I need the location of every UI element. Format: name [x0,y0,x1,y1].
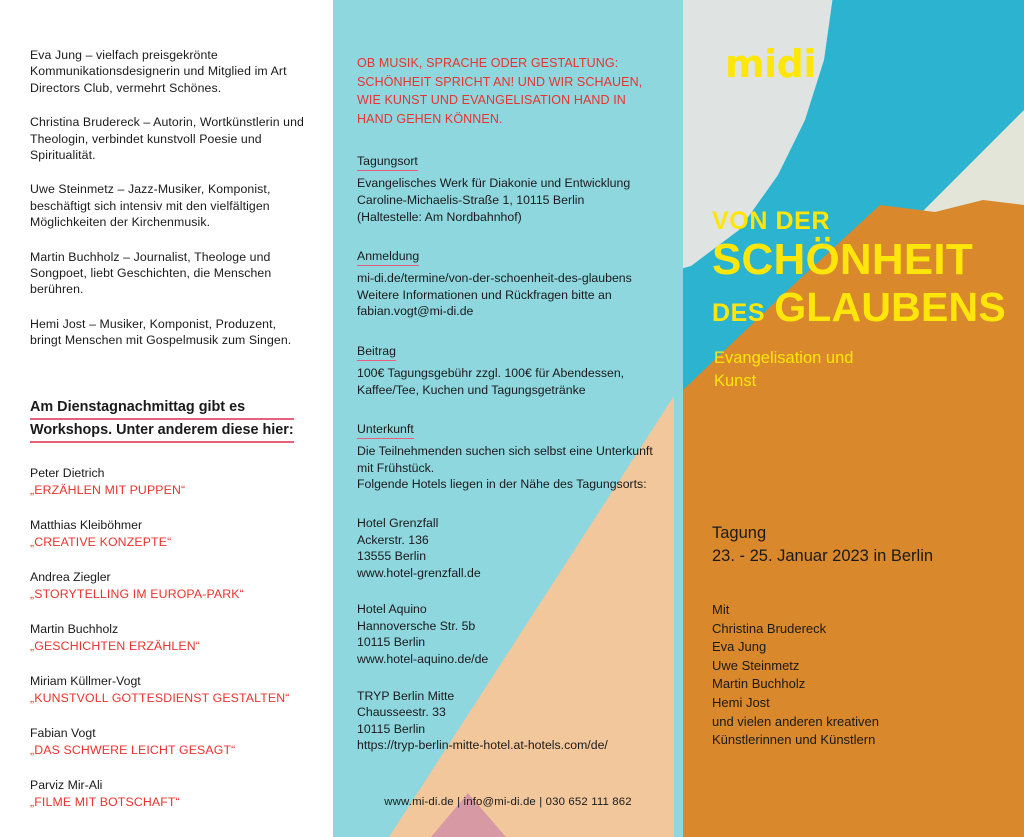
workshop-title: „CREATIVE KONZEPTE“ [30,534,172,549]
workshop-title: „FILME MIT BOTSCHAFT“ [30,794,180,809]
hotel-entry: TRYP Berlin Mitte Chausseestr. 33 10115 Berlin https://tryp-berlin-mitte-hotel.at-hotels.com/de/ [357,688,608,753]
section-tagungsort [357,152,657,225]
workshop-item [30,777,305,810]
left-content [0,0,333,810]
section-body: Die Teilnehmenden suchen sich selbst eine Unterkunft mit Frühstück. Folgende Hotels liegen in der Nähe des Tagungsorts: [357,444,653,492]
workshop-item [30,673,305,706]
workshop-presenter: Peter Dietrich [30,465,105,480]
subtitle-line-2: Kunst [714,372,757,390]
workshop-item [30,569,305,602]
workshop-presenter: Andrea Ziegler [30,569,111,584]
workshop-item [30,621,305,654]
panel-middle-details [333,0,683,837]
workshops-heading [30,397,294,443]
section-body: Evangelisches Werk für Diakonie und Entwicklung Caroline-Michaelis-Straße 1, 10115 Berlin (Haltestelle: Am Nordbahnhof) [357,176,631,224]
bio-martin-buchholz: Martin Buchholz – Journalist, Theologe und Songpoet, liebt Geschichten, die Menschen berühren. [30,249,272,297]
hotel-entry: Hotel Grenzfall Ackerstr. 136 13555 Berlin www.hotel-grenzfall.de [357,515,481,580]
workshop-presenter: Parviz Mir-Ali [30,777,103,792]
title-word-glaubens: GLAUBENS [774,284,1006,330]
participants-list: Mit Christina Brudereck Eva Jung Uwe Steinmetz Martin Buchholz Hemi Jost und vielen anderen kreativen Künstlerinnen und Künstlern [712,602,879,748]
workshop-item [30,465,305,498]
title-line-des-glaubens [712,284,1006,331]
workshops-heading-line-1: Am Dienstagnachmittag gibt es [30,397,294,420]
section-unterkunft [357,420,657,493]
panel-right-cover [683,0,1024,837]
subtitle-line-1: Evangelisation und [714,349,854,367]
cover-subtitle [714,347,1006,393]
event-date: 23. - 25. Januar 2023 in Berlin [712,547,934,565]
section-body: mi-di.de/termine/von-der-schoenheit-des-glaubens Weitere Informationen und Rückfragen bitte an fabian.vogt@mi-di.de [357,271,632,319]
cover-event-info [712,522,933,750]
section-heading: Unterkunft [357,421,414,439]
section-heading: Tagungsort [357,153,418,171]
bio-eva-jung: Eva Jung – vielfach preisgekrönte Kommunikationsdesignerin und Mitglied im Art Directors Club, vermehrt Schönes. [30,48,287,95]
middle-content [333,0,683,754]
workshop-item [30,725,305,758]
cover-title-block [712,206,1006,393]
panel-left-biographies [0,0,333,837]
workshop-title: „KUNSTVOLL GOTTESDIENST GESTALTEN“ [30,690,290,705]
midi-logo: midi [725,42,816,86]
workshop-title: „GESCHICHTEN ERZÄHLEN“ [30,638,201,653]
section-heading: Beitrag [357,343,396,361]
workshop-presenter: Fabian Vogt [30,725,96,740]
lead-statement: OB MUSIK, SPRACHE ODER GESTALTUNG: SCHÖNHEIT SPRICHT AN! UND WIR SCHAUEN, WIE KUNST UND EVANGELISATION HAND IN HAND GEHEN KÖNNEN. [357,56,643,126]
workshop-title: „STORYTELLING IM EUROPA-PARK“ [30,586,244,601]
title-word-des: DES [712,299,766,327]
section-body: 100€ Tagungsgebühr zzgl. 100€ für Abendessen, Kaffee/Tee, Kuchen und Tagungsgetränke [357,365,625,397]
bio-hemi-jost: Hemi Jost – Musiker, Komponist, Produzent, bringt Menschen mit Gospelmusik zum Singen. [30,316,292,348]
contact-footer: www.mi-di.de | info@mi-di.de | 030 652 111 862 [384,796,632,808]
workshop-presenter: Martin Buchholz [30,621,119,636]
section-beitrag [357,342,657,398]
hotel-entry: Hotel Aquino Hannoversche Str. 5b 10115 Berlin www.hotel-aquino.de/de [357,602,489,667]
bio-christina-brudereck: Christina Brudereck – Autorin, Wortkünstlerin und Theologin, verbindet kunstvoll Poesie und Spiritualität. [30,115,304,163]
workshop-presenter: Miriam Küllmer-Vogt [30,673,141,688]
workshop-presenter: Matthias Kleiböhmer [30,517,143,532]
section-heading: Anmeldung [357,248,419,266]
workshop-title: „ERZÄHLEN MIT PUPPEN“ [30,482,186,497]
bio-uwe-steinmetz: Uwe Steinmetz – Jazz-Musiker, Komponist, beschäftigt sich intensiv mit den vielfältigen Möglichkeiten der Kirchenmusik. [30,182,271,230]
title-line-von-der: VON DER [712,207,831,235]
workshops-heading-line-2: Workshops. Unter anderem diese hier: [30,420,294,443]
section-anmeldung [357,247,657,320]
title-line-schoenheit: SCHÖNHEIT [712,235,973,284]
workshop-item [30,517,305,550]
workshop-title: „DAS SCHWERE LEICHT GESAGT“ [30,742,236,757]
event-label: Tagung [712,524,767,542]
